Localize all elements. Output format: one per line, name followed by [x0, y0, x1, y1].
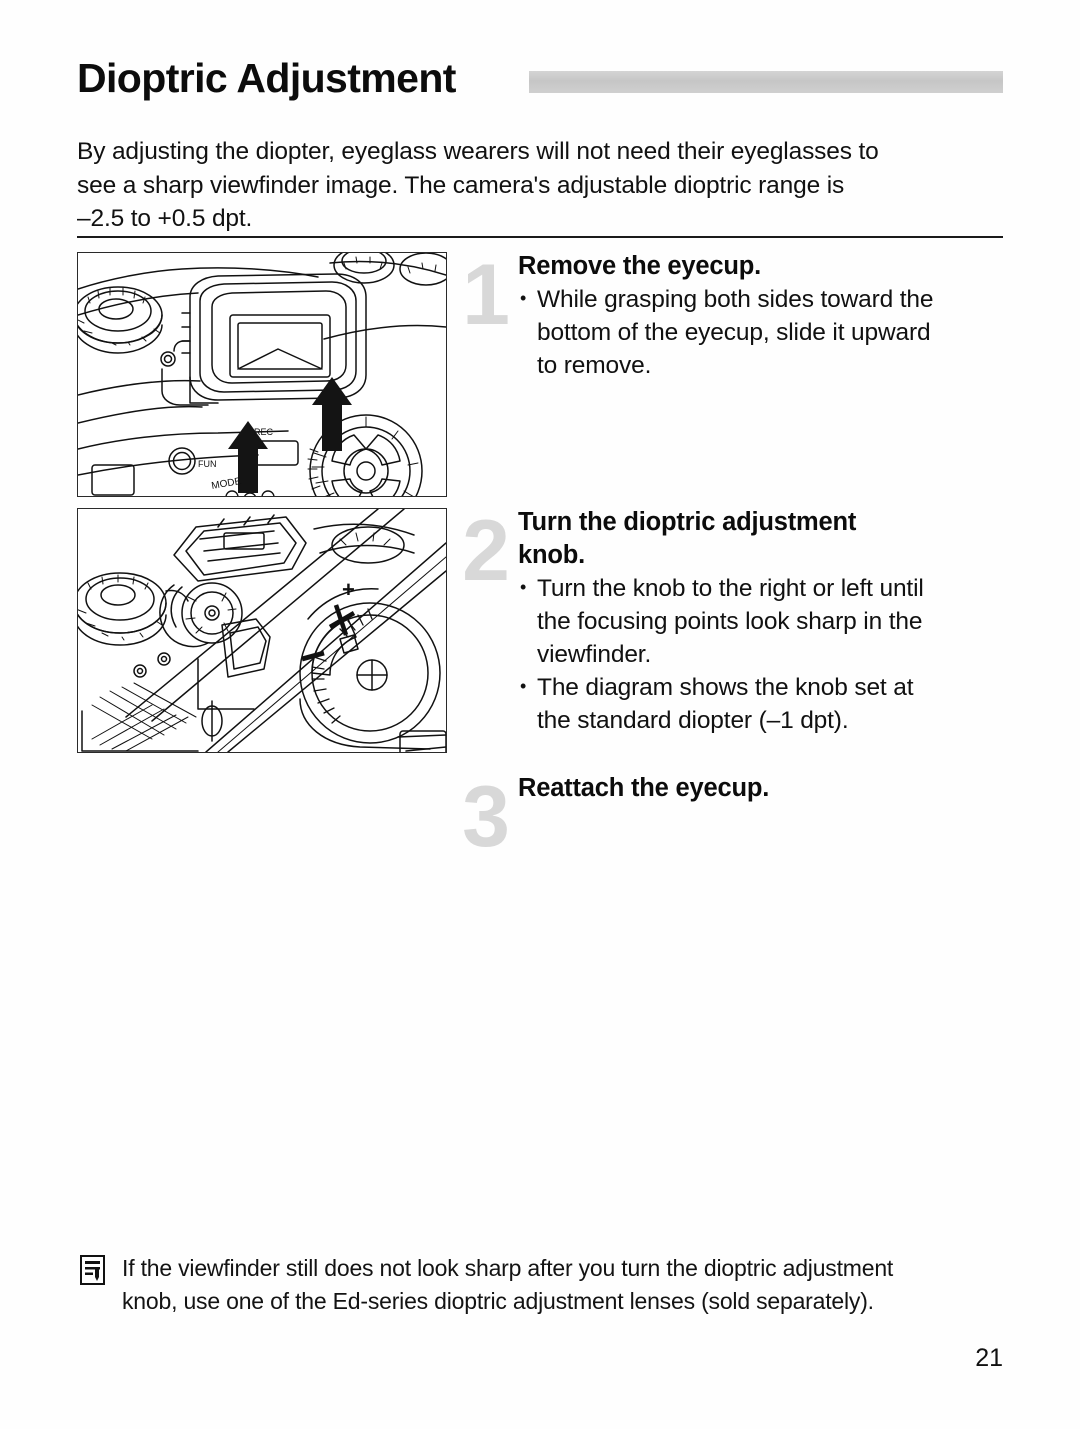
intro-line-1: By adjusting the diopter, eyeglass wearers will not need their eyeglasses to: [77, 138, 879, 165]
step-2-bullets: [518, 572, 1015, 737]
figure-label-mode: MODE: [210, 475, 243, 492]
intro-paragraph: [77, 135, 1012, 236]
footer-note: [77, 1252, 1012, 1318]
intro-line-2: see a sharp viewfinder image. The camera's adjustable dioptric range is: [77, 171, 845, 199]
note-line-2: knob, use one of the Ed-series dioptric adjustment lenses (sold separately).: [122, 1288, 874, 1314]
bullet-line: • The diagram shows the knob set at: [537, 674, 914, 701]
page-header: [77, 52, 1003, 112]
step-3-number: 3: [462, 769, 510, 865]
step-1-title-line-1: Remove the eyecup.: [518, 252, 761, 280]
step-3-title-line-1: Reattach the eyecup.: [518, 774, 770, 802]
step-1-bullets: [518, 283, 1015, 382]
note-memo-icon: [80, 1255, 107, 1286]
step-2-body: [518, 506, 1015, 737]
step-1: [455, 247, 1015, 382]
figure-dioptric-knob: [77, 508, 447, 753]
section-divider: [77, 236, 1003, 238]
bullet-line: the standard diopter (–1 dpt).: [537, 707, 849, 734]
step-3-body: [518, 772, 1015, 805]
bullet-line: viewfinder.: [537, 641, 652, 668]
step-2-title: [518, 506, 1015, 572]
bullet-line: to remove.: [537, 352, 652, 379]
note-line-1: If the viewfinder still does not look sharp after you turn the dioptric adjustment: [122, 1255, 894, 1281]
header-decoration-bar: [529, 71, 1003, 93]
figure-label-rec: REC: [254, 427, 274, 437]
step-2-number: 2: [462, 503, 510, 599]
page-title: Dioptric Adjustment: [77, 55, 456, 101]
step-3: [455, 769, 1015, 865]
bullet-line: bottom of the eyecup, slide it upward: [537, 319, 931, 346]
step-1-number: 1: [462, 247, 510, 343]
step-1-body: [518, 250, 1015, 382]
step-1-bullet-1: [518, 283, 1015, 382]
step-3-title: [518, 772, 1015, 805]
step-1-title: [518, 250, 1015, 283]
bullet-line: • While grasping both sides toward the: [537, 286, 934, 313]
step-2-title-line-2: knob.: [518, 541, 585, 569]
step-2-bullet-1: [518, 572, 1015, 671]
figure-eyecup: [77, 252, 447, 497]
bullet-line: • Turn the knob to the right or left until: [537, 575, 924, 602]
intro-line-3: –2.5 to +0.5 dpt.: [77, 205, 253, 232]
bullet-line: the focusing points look sharp in the: [537, 608, 923, 635]
step-2-bullet-2: [518, 671, 1015, 737]
knob-plus-label: +: [342, 577, 355, 602]
knob-minus-mark: [302, 653, 324, 659]
step-2-title-line-1: Turn the dioptric adjustment: [518, 508, 857, 536]
note-text: [122, 1252, 1012, 1318]
figure-label-fun: FUN: [198, 459, 217, 469]
step-2: [455, 503, 1015, 737]
page-number: 21: [975, 1344, 1003, 1372]
